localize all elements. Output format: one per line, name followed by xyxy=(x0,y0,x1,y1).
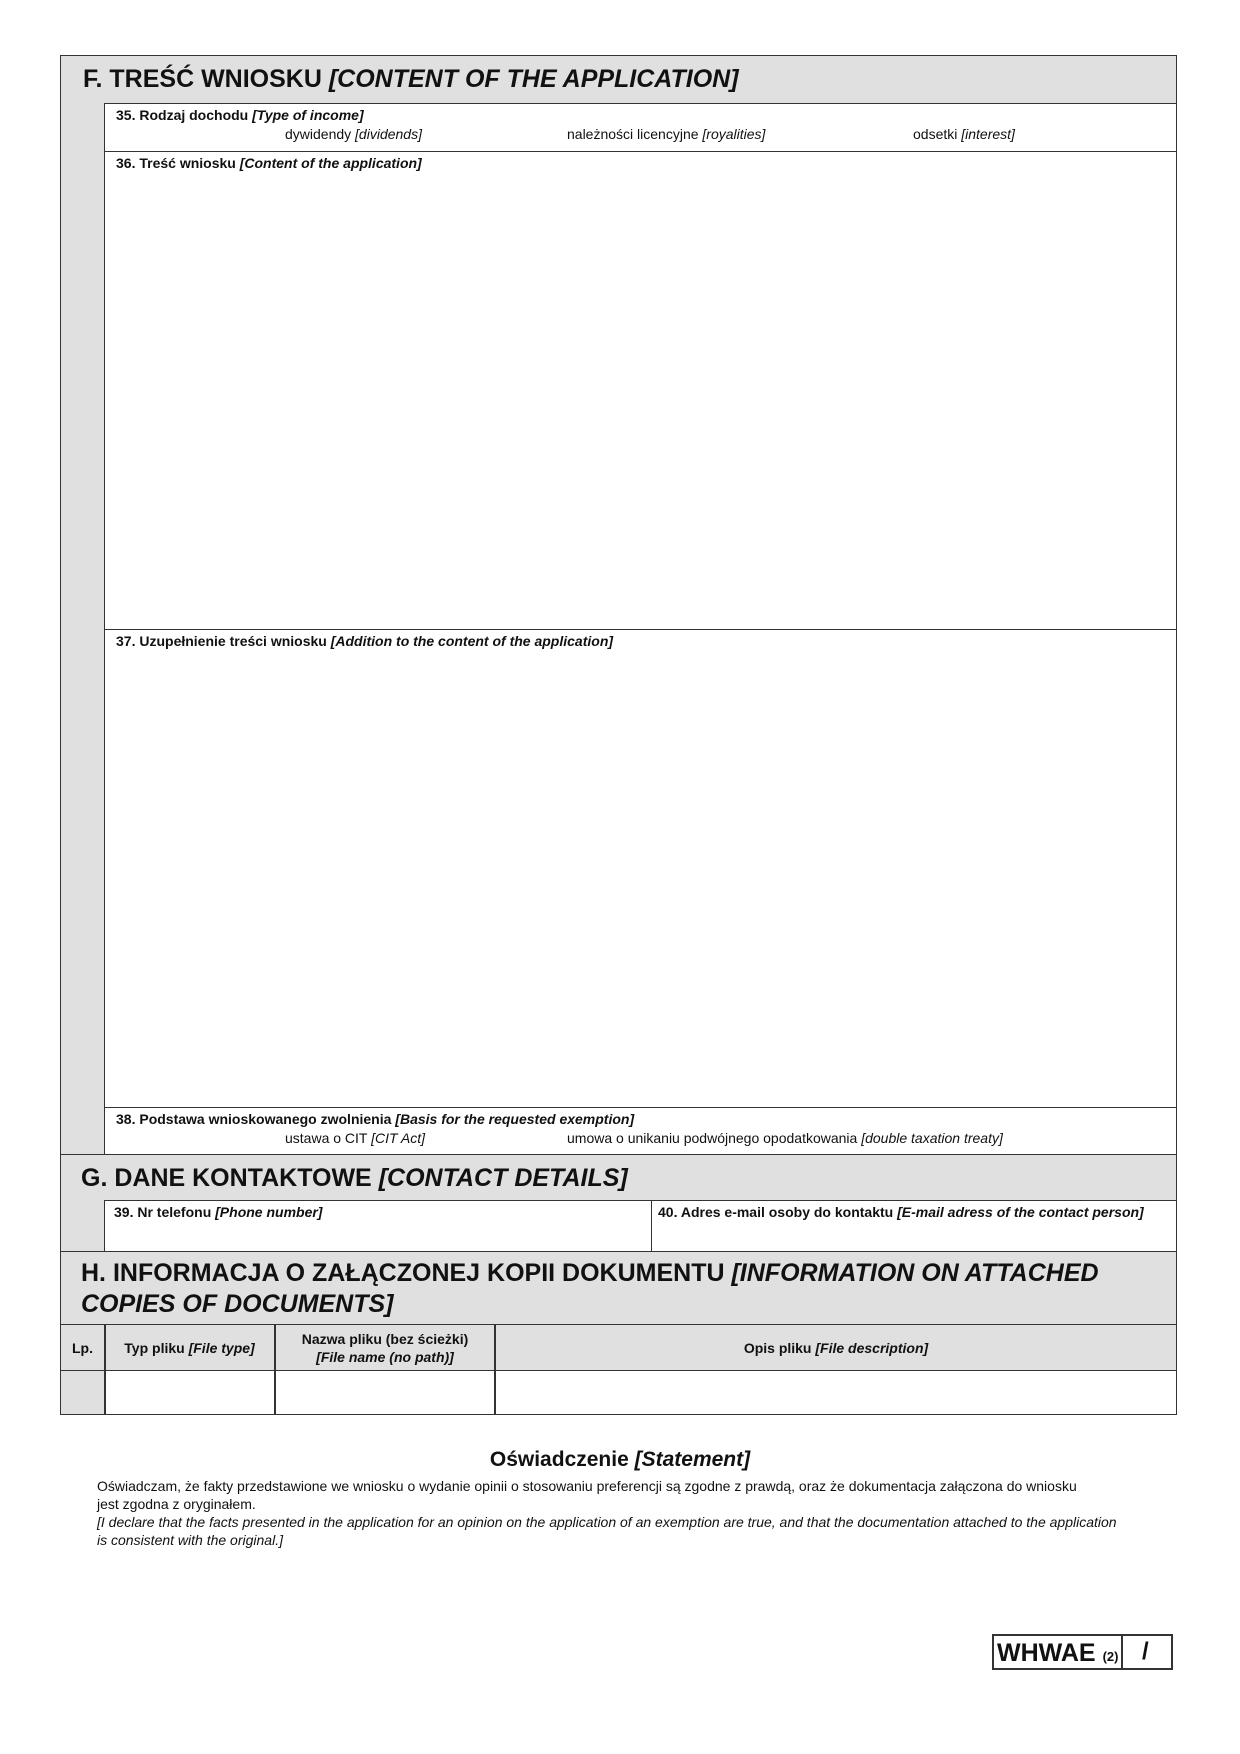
section-g-title: G. DANE KONTAKTOWE [CONTACT DETAILS] xyxy=(81,1164,628,1192)
section-h-header xyxy=(61,1252,1176,1324)
option-interest[interactable]: odsetki [interest] xyxy=(913,126,1015,142)
statement-text: Oświadczam, że fakty przedstawione we wniosku o wydanie opinii o stosowaniu preferencji są zgodne z prawdą, oraz że dokumentacja załączona do wniosku jest zgodna z oryginałem. [I declare that the facts presented in the application for an opinion on the application of an exemption are true, and that the documentation attached to the application is consistent with the original.] xyxy=(97,1478,1117,1548)
field-36-content[interactable] xyxy=(104,151,1177,629)
statement-title: Oświadczenie [Statement] xyxy=(489,1448,751,1471)
divider xyxy=(274,1324,276,1415)
attachments-row-file-description-cell[interactable] xyxy=(496,1371,1176,1414)
column-header-lp: Lp. xyxy=(72,1340,93,1356)
field-39-label: 39. Nr telefonu [Phone number] xyxy=(114,1204,323,1220)
field-39-phone[interactable] xyxy=(104,1200,652,1252)
form-version: (2) xyxy=(1102,1649,1119,1664)
field-37-label: 37. Uzupełnienie treści wniosku [Addition to the content of the application] xyxy=(116,633,614,649)
field-38-basis[interactable] xyxy=(104,1107,1177,1155)
field-37-addition[interactable] xyxy=(104,629,1177,1108)
section-h-title: H. INFORMACJA O ZAŁĄCZONEJ KOPII DOKUMENTU [INFORMATION ON ATTACHED COPIES OF DOCUMENTS] xyxy=(81,1259,1099,1318)
section-g-header xyxy=(61,1155,1176,1201)
field-35-label: 35. Rodzaj dochodu [Type of income] xyxy=(116,107,364,123)
attachments-row-lp-cell xyxy=(61,1371,104,1414)
section-f-left-margin xyxy=(61,104,104,1154)
page-number: / xyxy=(1142,1638,1149,1665)
field-40-label: 40. Adres e-mail osoby do kontaktu [E-mail adress of the contact person] xyxy=(658,1204,1144,1220)
section-f-header xyxy=(61,56,1176,104)
field-36-label: 36. Treść wniosku [Content of the application] xyxy=(116,155,422,171)
field-40-email[interactable] xyxy=(651,1200,1177,1252)
field-35-type-of-income[interactable] xyxy=(104,103,1177,151)
option-cit-act[interactable]: ustawa o CIT [CIT Act] xyxy=(285,1130,426,1146)
section-g-left-margin xyxy=(61,1201,104,1252)
column-header-file-type: Typ pliku [File type] xyxy=(124,1340,255,1356)
attachments-row-file-type-cell[interactable] xyxy=(105,1371,275,1414)
option-double-taxation-treaty[interactable]: umowa o unikaniu podwójnego opodatkowania [double taxation treaty] xyxy=(567,1130,1003,1146)
divider xyxy=(104,1324,106,1415)
column-header-file-name: Nazwa pliku (bez ścieżki) [File name (no path)] xyxy=(301,1331,469,1365)
form-code-separator xyxy=(1121,1636,1123,1668)
form-code: WHWAE (2) xyxy=(997,1639,1119,1667)
divider xyxy=(494,1324,496,1415)
attachments-row-file-name-cell[interactable] xyxy=(276,1371,495,1414)
option-royalties[interactable]: należności licencyjne [royalities] xyxy=(567,126,766,142)
option-dividends[interactable]: dywidendy [dividends] xyxy=(285,126,422,142)
form-code-box xyxy=(992,1634,1173,1670)
field-38-label: 38. Podstawa wnioskowanego zwolnienia [Basis for the requested exemption] xyxy=(116,1111,635,1127)
section-f-title: F. TREŚĆ WNIOSKU [CONTENT OF THE APPLICATION] xyxy=(83,65,739,93)
column-header-file-description: Opis pliku [File description] xyxy=(743,1340,929,1356)
